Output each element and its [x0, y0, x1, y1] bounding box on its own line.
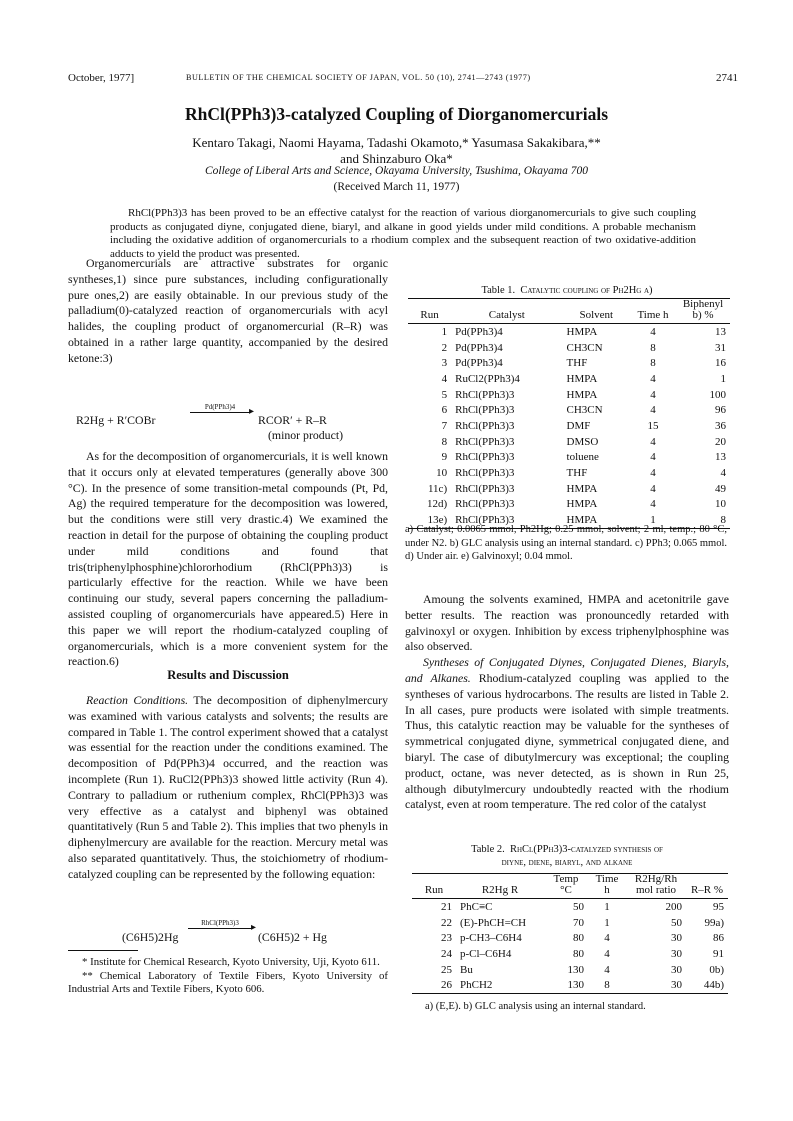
table2-title-line1: RhCl(PPh3)3-catalyzed synthesis of — [509, 844, 663, 855]
table1-notes: a) Catalyst; 0.0065 mmol, Ph2Hg; 0.25 mmol, solvent; 2 ml, temp.; 80 °C, under N2. b) GLC analysis using an internal standard. c) PPh3; 0.065 mmol. d) Under air. e) Galvinoxyl; 0.04 mmol. — [405, 524, 727, 562]
footnotes — [68, 956, 388, 997]
table1-cell: 4 — [650, 467, 656, 480]
table1-cell: 1 — [441, 325, 448, 338]
table1-cell: 4 — [650, 482, 656, 495]
table1-label: Table 1. — [481, 285, 516, 296]
table2-row — [412, 962, 728, 978]
table2-cell: 8 — [604, 979, 610, 992]
table1-cell: 4 — [720, 467, 726, 480]
table1-cell: RhCl(PPh3)3 — [455, 482, 515, 495]
table1-cell: 8 — [650, 341, 656, 354]
header-page-number: 2741 — [716, 72, 738, 84]
decomposition-paragraph: As for the decomposition of organomercurials, it is well known that it occurs only at elevated temperatures (generally above 300 °C). In the presence of some transition-metal compounds (Pt, Pd, Ag) the required temperature for the decomposition was lowered, but the conditions were still very drastic.4) We examined the reaction in detail for the purpose of obtaining the coupling product under mild conditions and found that tris(triphenylphosphine)chlororhodium (RhCl(PPh3)3) is particularly effective for the reaction. While we have been continuing our study, several papers concerning the palladium-assisted coupling of organomercurials have appeared.5) Here in this paper we will report the rhodium-catalyzed coupling of organomercurials, which is a more convenient system for the reaction.6) — [68, 449, 388, 669]
table2-cell: 0b) — [709, 963, 724, 976]
table1-cell: THF — [566, 357, 588, 370]
author-line-2: and Shinzaburo Oka* — [340, 151, 453, 166]
table1-cell: 3 — [441, 357, 448, 370]
table1-cell: Pd(PPh3)4 — [455, 357, 503, 370]
table1-caption — [405, 285, 729, 296]
table1-body — [408, 324, 730, 529]
table1-cell: 4 — [650, 451, 656, 464]
table1-cell: 1 — [650, 514, 656, 527]
equation-1 — [76, 413, 155, 428]
table1-cell: Pd(PPh3)4 — [455, 341, 503, 354]
table1-cell: 4 — [441, 372, 448, 385]
table2-cell: 1 — [604, 900, 610, 913]
table2-cell: 23 — [441, 932, 452, 945]
table2-cell: 50 — [573, 900, 584, 913]
table1-cell: 4 — [650, 372, 656, 385]
table1-cell: 8 — [720, 514, 726, 527]
table2-cell: 30 — [671, 963, 682, 976]
table1-cell: RhCl(PPh3)3 — [455, 388, 515, 401]
eq2-reactant: (C6H5)2Hg — [122, 930, 179, 944]
reaction-conditions-lead: Reaction Conditions. — [86, 693, 189, 707]
header-date: October, 1977] — [68, 72, 135, 84]
eq2-products: (C6H5)2 + Hg — [258, 930, 327, 944]
eq1-arrow — [190, 403, 254, 417]
table2-cell: 80 — [573, 947, 584, 960]
table2-cell: 24 — [441, 947, 452, 960]
right-column-text — [405, 592, 729, 813]
table1-cell: toluene — [566, 451, 599, 464]
table2-cell: 26 — [441, 979, 452, 992]
table2-cell: Bu — [460, 963, 473, 976]
table2-cell: 86 — [713, 932, 724, 945]
eq2-arrow — [188, 919, 256, 933]
table1-cell: RhCl(PPh3)3 — [455, 467, 515, 480]
table2-cell: 30 — [671, 979, 682, 992]
table2-header-time: Time h — [595, 873, 619, 896]
left-column-intro — [68, 256, 388, 367]
table2-row — [412, 977, 728, 993]
table1-cell: 6 — [441, 404, 448, 417]
table1-cell: 13e) — [427, 514, 448, 527]
table2-header-r: R2Hg R — [481, 884, 519, 896]
table1-cell: 7 — [441, 419, 448, 432]
table2-body — [412, 899, 728, 994]
solvent-paragraph: Amoung the solvents examined, HMPA and acetonitrile gave better results. The reaction was pronouncedly retarded with galvinoxyl or oxygen. Inhibition by excess triphenylphosphine was also observed. — [405, 592, 729, 654]
table1-cell: 9 — [441, 451, 448, 464]
intro-paragraph: Organomercurials are attractive substrates for organic syntheses,1) since pure substances, including configurationally pure ones,2) are easily obtainable. In our previous study of the palladium(0)-catalyzed reaction of organomercurials with acyl halides, the coupling product of organomercurial (R–R) was obtained in a rather large quantity, accompanied by the desired ketone:3) — [68, 256, 388, 365]
abstract: RhCl(PPh3)3 has been proved to be an effective catalyst for the reaction of various diorganomercurials to give such coupling products as conjugated diyne, conjugated diene, biaryl, and alkane in good yields under mild conditions. A probable mechanism including the oxidative addition of organomercurials to a rhodium complex and the subsequent reaction of two oxidative-addition adducts to yield the product was presented. — [110, 207, 696, 260]
affiliation: College of Liberal Arts and Science, Okayama University, Tsushima, Okayama 700 — [205, 165, 588, 177]
table2-cell: 95 — [713, 900, 724, 913]
table1-cell: 36 — [715, 419, 726, 432]
table1-cell: 13 — [715, 451, 726, 464]
table2-cell: 130 — [567, 963, 584, 976]
table1-cell: 4 — [650, 498, 656, 511]
table2-label: Table 2. — [471, 844, 505, 855]
table1-cell: 8 — [650, 357, 656, 370]
table2-cell: 25 — [441, 963, 452, 976]
table1-cell: 49 — [715, 482, 726, 495]
table1-cell: 4 — [650, 388, 656, 401]
table1-cell: Pd(PPh3)4 — [455, 325, 503, 338]
table1-cell: RhCl(PPh3)3 — [455, 451, 515, 464]
table1-cell: 12d) — [426, 498, 448, 511]
table1-row — [408, 402, 730, 418]
table1-cell: 10 — [715, 498, 726, 511]
table2-header-yield: R–R % — [690, 884, 724, 896]
eq2-catalyst: RhCl(PPh3)3 — [201, 919, 239, 927]
table2-cell: (E)-PhCH=CH — [460, 916, 527, 929]
table1-cell: DMSO — [566, 435, 599, 448]
table1-cell: 8 — [441, 435, 448, 448]
footnote-2: ** Chemical Laboratory of Textile Fibers, Kyoto University of Industrial Arts and Textile Fibers, Kyoto 606. — [68, 969, 388, 995]
table1-cell: 10 — [436, 467, 448, 480]
eq1-products: RCOR′ + R–R — [258, 413, 327, 427]
table1-cell: HMPA — [566, 325, 598, 338]
table2-header-ratio: R2Hg/Rh mol ratio — [634, 873, 678, 896]
table2-row — [412, 930, 728, 946]
table1-cell: RhCl(PPh3)3 — [455, 419, 515, 432]
table2-cell: 30 — [671, 932, 682, 945]
table2-notes: a) (E,E). b) GLC analysis using an internal standard. — [425, 1001, 646, 1012]
table2-cell: 91 — [713, 947, 724, 960]
table2-cell: 44b) — [703, 979, 724, 992]
table1-cell: RhCl(PPh3)3 — [455, 514, 515, 527]
table2-cell: PhC≡C — [460, 900, 493, 913]
author-list — [0, 135, 793, 167]
table2-cell: 22 — [441, 916, 452, 929]
table2-header-temp: Temp °C — [553, 873, 579, 896]
table1-cell: CH3CN — [566, 404, 603, 417]
syntheses-lead: Syntheses of Conjugated Diynes, Conjugated Dienes, Biaryls, and Alkanes. — [405, 655, 729, 685]
table1-cell: 4 — [650, 404, 656, 417]
table1-cell: RhCl(PPh3)3 — [455, 404, 515, 417]
table1-cell: RhCl(PPh3)3 — [455, 498, 515, 511]
table1-cell: HMPA — [566, 388, 598, 401]
table-1 — [408, 298, 730, 529]
eq1-reactants: R2Hg + R′COBr — [76, 413, 156, 427]
table2-cell: 4 — [604, 963, 610, 976]
header-journal: BULLETIN OF THE CHEMICAL SOCIETY OF JAPAN, VOL. 50 (10), 2741—2743 (1977) — [186, 73, 531, 82]
table1-header-run: Run — [420, 309, 439, 321]
table1-header-time: Time h — [637, 309, 669, 321]
table1-cell: 2 — [441, 341, 448, 354]
table1-cell: 20 — [715, 435, 726, 448]
table1-cell: THF — [566, 467, 588, 480]
reaction-arrow-icon: ▸ — [190, 412, 250, 413]
table1-cell: 100 — [709, 388, 726, 401]
table1-row — [408, 387, 730, 403]
table1-cell: 96 — [715, 404, 726, 417]
table2-cell: 130 — [567, 979, 584, 992]
table1-row — [408, 481, 730, 497]
eq1-note: (minor product) — [268, 428, 344, 442]
table1-cell: RhCl(PPh3)3 — [455, 435, 515, 448]
table2-cell: PhCH2 — [460, 979, 493, 992]
table2-cell: 70 — [573, 916, 584, 929]
table1-row — [408, 450, 730, 466]
table1-title: Catalytic coupling of Ph2Hg a) — [520, 285, 653, 296]
eq1-catalyst: Pd(PPh3)4 — [204, 403, 236, 411]
table2-cell: 21 — [441, 900, 452, 913]
table1-cell: 5 — [441, 388, 448, 401]
table1-cell: DMF — [566, 419, 591, 432]
table2-cell: p-CH3–C6H4 — [460, 932, 522, 945]
table2-cell: 1 — [604, 916, 610, 929]
table-2 — [412, 873, 728, 994]
footnote-rule — [68, 950, 138, 951]
reaction-arrow-icon: ▸ — [188, 928, 252, 929]
table1-row — [408, 324, 730, 340]
table2-header-run: Run — [424, 884, 444, 896]
table2-cell: 4 — [604, 947, 610, 960]
table1-cell: 1 — [720, 372, 726, 385]
table1-row — [408, 371, 730, 387]
table1-row — [408, 465, 730, 481]
table1-cell: HMPA — [566, 372, 598, 385]
reaction-conditions-paragraph: The decomposition of diphenylmercury was examined with various catalysts and solvents; the results are compared in Table 1. The control experiment showed that a catalyst was essential for the reaction under the conditions examined. The decomposition of Pd(PPh3)4 occurred, and the reaction was incomplete (Run 1). RuCl2(PPh3)3 showed little activity (Run 4). Contrary to palladium or ruthenium complex, RhCl(PPh3)3 was very effective as a catalyst and biphenyl was obtained quantitatively (Run 5 and Table 2). This implies that two phenyls in diphenylmercury are available for the reaction. Mercury metal was also separated quantitatively. Thus, the stoichiometry of rhodium-catalyzed coupling can be represented by the following equation: — [68, 693, 388, 881]
table2-cell: 50 — [671, 916, 682, 929]
table2-cell: 4 — [604, 932, 610, 945]
table2-title-line2: diyne, diene, biaryl, and alkane — [501, 857, 633, 868]
table1-cell: HMPA — [566, 482, 598, 495]
table1-cell: 16 — [715, 357, 726, 370]
table1-header-solvent: Solvent — [579, 309, 614, 321]
table2-cell: p-Cl–C6H4 — [460, 947, 512, 960]
table1-cell: HMPA — [566, 498, 598, 511]
table2-caption — [405, 843, 729, 869]
table1-row — [408, 418, 730, 434]
table1-cell: 15 — [647, 419, 659, 432]
table1-cell: RuCl2(PPh3)4 — [455, 372, 520, 385]
received-date: (Received March 11, 1977) — [333, 181, 460, 193]
reaction-conditions-text — [68, 693, 388, 883]
paper-title: RhCl(PPh3)3-catalyzed Coupling of Diorganomercurials — [184, 104, 609, 124]
table2-cell: 200 — [665, 900, 682, 913]
footnote-1: * Institute for Chemical Research, Kyoto University, Uji, Kyoto 611. — [82, 956, 380, 968]
table2-cell: 99a) — [704, 916, 724, 929]
table1-header-biphenyl: Biphenyl b) % — [682, 298, 724, 321]
table1-cell: HMPA — [566, 514, 598, 527]
left-column-body — [68, 449, 388, 670]
table1-row — [408, 434, 730, 450]
table1-row — [408, 340, 730, 356]
table2-row — [412, 899, 728, 915]
section-heading: Results and Discussion — [167, 668, 289, 682]
table1-cell: CH3CN — [566, 341, 603, 354]
table1-cell: 31 — [715, 341, 726, 354]
table1-cell: 4 — [650, 435, 656, 448]
table1-cell: 4 — [650, 325, 656, 338]
table1-row — [408, 355, 730, 371]
table1-cell: 13 — [715, 325, 726, 338]
table2-row — [412, 946, 728, 962]
table1-header-catalyst: Catalyst — [488, 309, 525, 321]
author-line-1: Kentaro Takagi, Naomi Hayama, Tadashi Okamoto,* Yasumasa Sakakibara,** — [192, 135, 601, 150]
table1-row — [408, 497, 730, 513]
table2-cell: 80 — [573, 932, 584, 945]
syntheses-paragraph: Rhodium-catalyzed coupling was applied to the syntheses of various hydrocarbons. The results are listed in Table 2. In all cases, pure products were isolated with simple treatments. Thus, this catalytic reaction may be valuable for the syntheses of symmetrical conjugated diyne, symmetrical conjugated diene, and biaryl. The case of dibutylmercury was exceptional; the coupling product, octane, was never detected, as is shown in Run 25, although dibutylmercury undoubtedly reacted with the rhodium catalyst, even at room temperature. The red color of the catalyst — [405, 670, 730, 812]
table2-row — [412, 915, 728, 931]
table2-cell: 30 — [671, 947, 682, 960]
table1-cell: 11c) — [427, 482, 448, 495]
